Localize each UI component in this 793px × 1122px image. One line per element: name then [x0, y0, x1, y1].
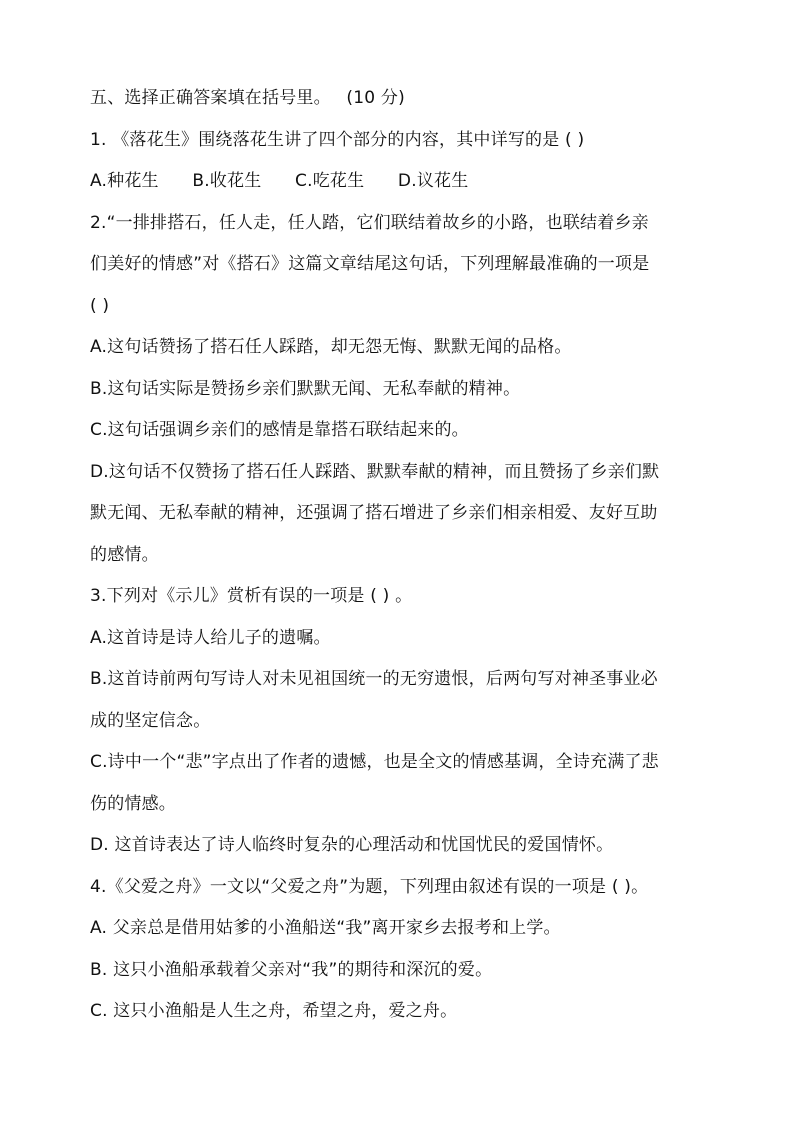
q1-option-b: B.收花生 [192, 171, 262, 191]
q2-option-a: A.这句话赞扬了搭石任人踩踏，却无怨无悔、默默无闻的品格。 [90, 337, 572, 357]
q2-option-d-line-1: D.这句话不仅赞扬了搭石任人踩踏、默默奉献的精神，而且赞扬了乡亲们默 [90, 461, 660, 482]
q3-option-c-line-1: C.诗中一个“悲”字点出了作者的遗憾，也是全文的情感基调，全诗充满了悲 [90, 752, 659, 772]
q3-option-b-line-2: 成的坚定信念。 [90, 710, 211, 731]
q2-option-b: B.这句话实际是赞扬乡亲们默默无闻、无私奉献的精神。 [90, 378, 521, 399]
exam-page [90, 84, 710, 1039]
question-3-stem: 3.下列对《示儿》赏析有误的一项是 ( ) 。 [90, 586, 413, 606]
section-heading [90, 84, 710, 126]
question-1-options [90, 167, 710, 209]
question-2-stem-line-1: 2.“一排排搭石，任人走，任人踏，它们联结着故乡的小路，也联结着乡亲 [90, 212, 649, 233]
q2-option-d-line-2: 默无闻、无私奉献的精神，还强调了搭石增进了乡亲们相亲相爱、友好互助 [90, 503, 658, 523]
q1-option-c: C.吃花生 [295, 171, 365, 191]
q3-option-d: D. 这首诗表达了诗人临终时复杂的心理活动和忧国忧民的爱国情怀。 [90, 835, 614, 855]
q3-option-a: A.这首诗是诗人给儿子的遗嘱。 [90, 627, 331, 648]
q1-option-d: D.议花生 [397, 171, 469, 191]
question-2-answer-blank: ( ) [90, 295, 110, 316]
section-score: (10 分) [346, 88, 405, 108]
q4-option-b: B. 这只小渔船承载着父亲对“我”的期待和深沉的爱。 [90, 959, 493, 980]
q4-option-c: C. 这只小渔船是人生之舟，希望之舟，爱之舟。 [90, 1001, 458, 1021]
question-4-stem: 4.《父爱之舟》一文以“父爱之舟”为题，下列理由叙述有误的一项是 ( )。 [90, 876, 649, 897]
q4-option-a: A. 父亲总是借用姑爹的小渔船送“我”离开家乡去报考和上学。 [90, 918, 561, 938]
q3-option-b-line-1: B.这首诗前两句写诗人对未见祖国统一的无穷遗恨，后两句写对神圣事业必 [90, 669, 658, 689]
question-1-stem: 1. 《落花生》围绕落花生讲了四个部分的内容，其中详写的是 ( ) [90, 129, 585, 150]
q2-option-c: C.这句话强调乡亲们的感情是靠搭石联结起来的。 [90, 420, 469, 440]
q1-option-a: A.种花生 [90, 171, 159, 191]
q3-option-c-line-2: 伤的情感。 [90, 793, 176, 814]
question-2-stem-line-2: 们美好的情感”对《搭石》这篇文章结尾这句话，下列理解最准确的一项是 [90, 254, 650, 274]
q2-option-d-line-3: 的感情。 [90, 544, 159, 565]
section-title: 五、选择正确答案填在括号里。 [90, 88, 331, 108]
